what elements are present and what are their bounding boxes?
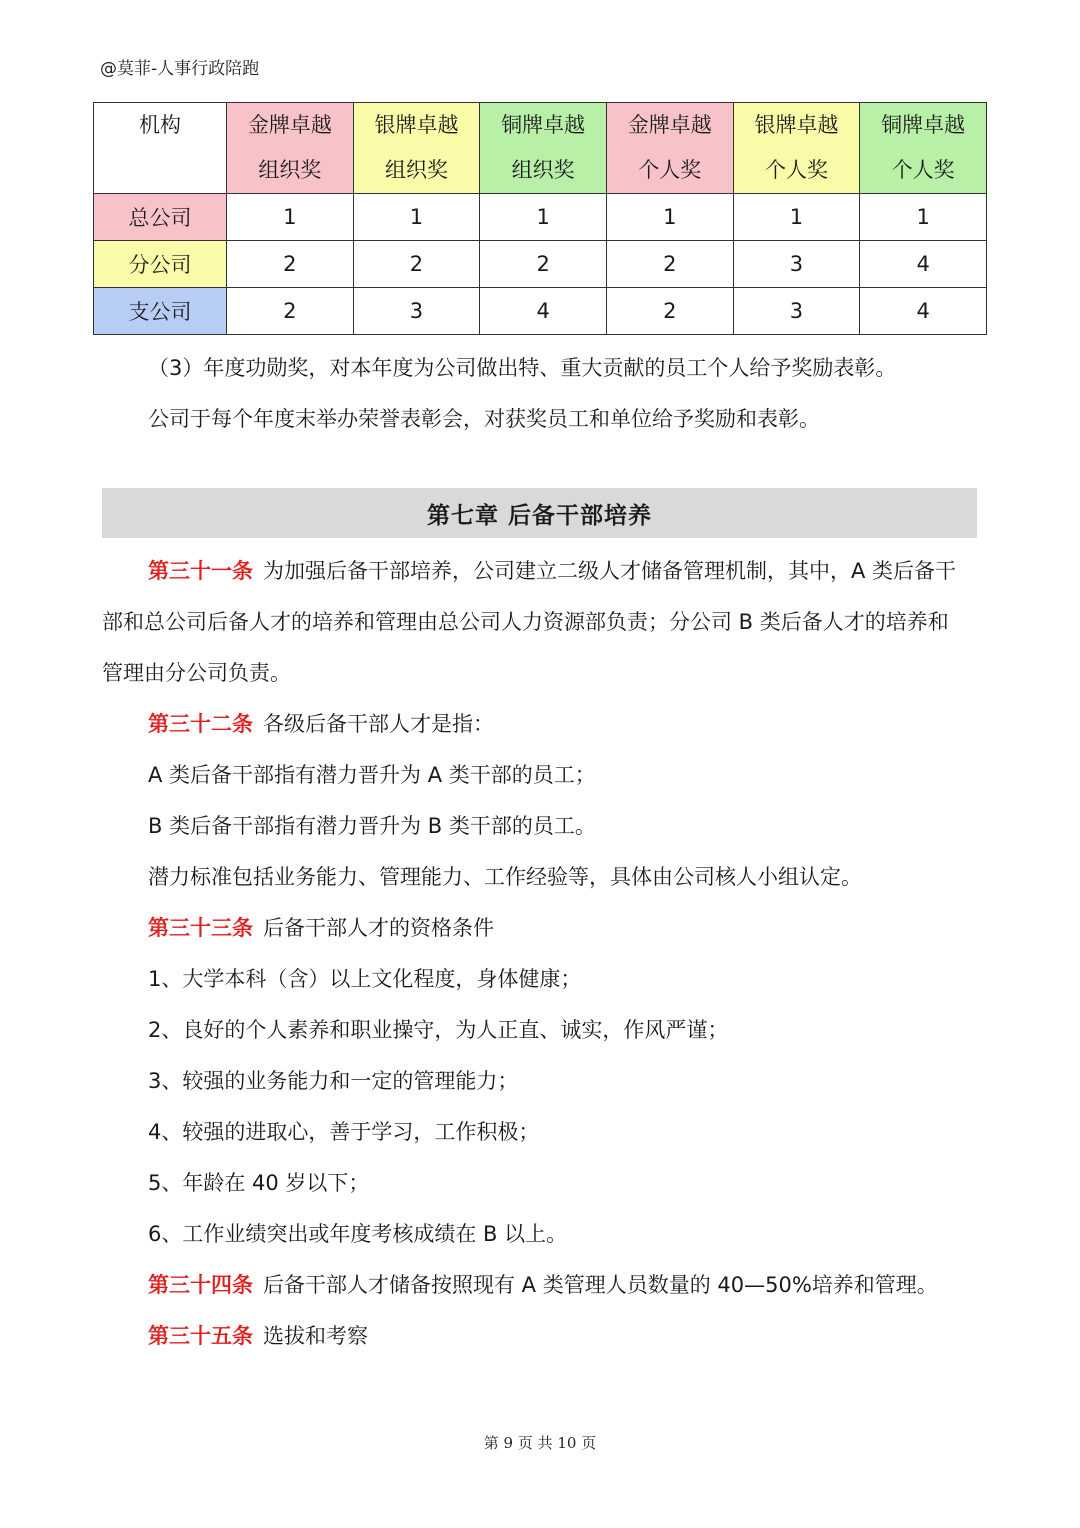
article-34: 第三十四条 后备干部人才储备按照现有 A 类管理人员数量的 40—50%培养和管理。: [148, 1273, 938, 1297]
header-bronze-org-award: 铜牌卓越 组织奖: [480, 103, 607, 194]
table-row: [94, 288, 987, 335]
watermark-author: @莫菲-人事行政陪跑: [100, 59, 260, 79]
header-bronze-personal-award: 铜牌卓越 个人奖: [860, 103, 987, 194]
table-cell: 3: [353, 288, 480, 335]
award-distribution-table: [93, 102, 987, 335]
article-31-line3: 管理由分公司负责。: [102, 661, 291, 685]
table-cell: 1: [733, 194, 860, 241]
table-cell: 1: [480, 194, 607, 241]
article-31-line2: 部和总公司后备人才的培养和管理由总公司人力资源部负责；分公司 B 类后备人才的培养和: [102, 610, 949, 634]
article-35: 第三十五条 选拔和考察: [148, 1324, 368, 1348]
paragraph-annual-merit-award: （3）年度功勋奖，对本年度为公司做出特、重大贡献的员工个人给予奖励表彰。: [148, 356, 897, 380]
article-32-heading: 第三十二条 各级后备干部人才是指：: [148, 712, 494, 736]
article-34-label: 第三十四条: [148, 1273, 253, 1297]
table-cell: 3: [733, 288, 860, 335]
row-org-sub-branch: 支公司: [94, 288, 227, 335]
table-cell: 2: [606, 288, 733, 335]
page-number-footer: 第 9 页 共 10 页: [483, 1434, 597, 1452]
header-org: 机构: [94, 103, 227, 194]
article-33-label: 第三十三条: [148, 916, 253, 940]
article-32-label: 第三十二条: [148, 712, 253, 736]
row-org-branch: 分公司: [94, 241, 227, 288]
list-item: 1、大学本科（含）以上文化程度，身体健康；: [148, 967, 582, 991]
article-35-label: 第三十五条: [148, 1324, 253, 1348]
table-cell: 1: [860, 194, 987, 241]
table-cell: 4: [480, 288, 607, 335]
article-31-label: 第三十一条: [148, 559, 253, 583]
article-32-item-b: B 类后备干部指有潜力晋升为 B 类干部的员工。: [148, 814, 596, 838]
article-32-item-a: A 类后备干部指有潜力晋升为 A 类干部的员工；: [148, 763, 596, 787]
article-31-line1: 第三十一条 为加强后备干部培养，公司建立二级人才储备管理机制，其中，A 类后备干: [148, 559, 957, 583]
list-item: 5、年龄在 40 岁以下；: [148, 1171, 370, 1195]
table-row: [94, 241, 987, 288]
table-cell: 1: [353, 194, 480, 241]
table-cell: 2: [227, 241, 354, 288]
table-cell: 2: [480, 241, 607, 288]
header-silver-personal-award: 银牌卓越 个人奖: [733, 103, 860, 194]
table-cell: 2: [606, 241, 733, 288]
header-silver-org-award: 银牌卓越 组织奖: [353, 103, 480, 194]
table-cell: 4: [860, 241, 987, 288]
table-cell: 2: [227, 288, 354, 335]
table-cell: 1: [227, 194, 354, 241]
list-item: 2、良好的个人素养和职业操守，为人正直、诚实，作风严谨；: [148, 1018, 729, 1042]
chapter-title: 第七章 后备干部培养: [102, 488, 977, 538]
article-33-heading: 第三十三条 后备干部人才的资格条件: [148, 916, 494, 940]
list-item: 3、较强的业务能力和一定的管理能力；: [148, 1069, 519, 1093]
table-cell: 4: [860, 288, 987, 335]
table-header-row: [94, 103, 987, 194]
header-gold-org-award: 金牌卓越 组织奖: [227, 103, 354, 194]
row-org-head-office: 总公司: [94, 194, 227, 241]
table-row: [94, 194, 987, 241]
list-item: 6、工作业绩突出或年度考核成绩在 B 以上。: [148, 1222, 568, 1246]
header-gold-personal-award: 金牌卓越 个人奖: [606, 103, 733, 194]
article-32-note: 潜力标准包括业务能力、管理能力、工作经验等，具体由公司核人小组认定。: [148, 865, 862, 889]
paragraph-ceremony: 公司于每个年度末举办荣誉表彰会，对获奖员工和单位给予奖励和表彰。: [148, 407, 820, 431]
table-cell: 1: [606, 194, 733, 241]
table-cell: 2: [353, 241, 480, 288]
table-cell: 3: [733, 241, 860, 288]
list-item: 4、较强的进取心，善于学习，工作积极；: [148, 1120, 540, 1144]
